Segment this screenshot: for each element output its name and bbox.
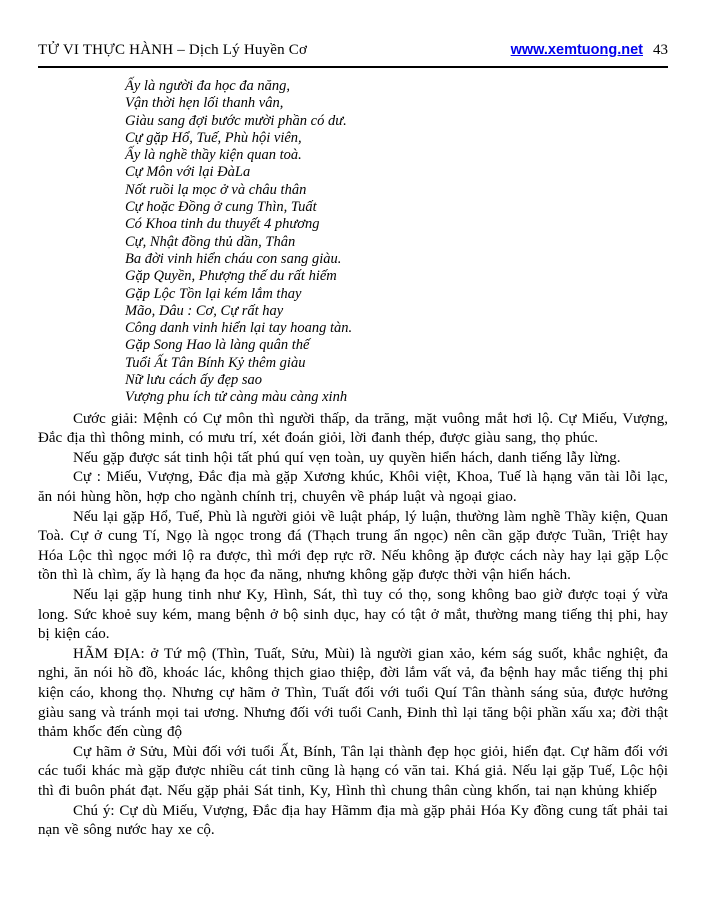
- verse-block: [125, 78, 668, 407]
- paragraph: Cự : Miếu, Vượng, Đắc địa mà gặp Xương khúc, Khôi việt, Khoa, Tuế là hạng văn tài lỗi lạc, ăn nói hùng hồn, hợp cho ngành chính trị, chuyên về pháp luật và ngoại giao.: [38, 469, 668, 506]
- verse-line: Ba đời vinh hiển cháu con sang giàu.: [125, 250, 342, 267]
- paragraph: Chú ý: Cự dù Miếu, Vượng, Đắc địa hay Hãmm địa mà gặp phải Hóa Ky đồng cung tất phải tai nạn về sông nước hay xe cộ.: [38, 802, 668, 839]
- verse-line: Vượng phu ích tử càng màu càng xinh: [125, 389, 348, 406]
- verse-line: Mão, Dâu : Cơ, Cự rất hay: [125, 302, 284, 319]
- verse-line: Vận thời hẹn lối thanh vân,: [125, 95, 284, 112]
- document-title: TỬ VI THỰC HÀNH – Dịch Lý Huyền Cơ: [38, 42, 308, 58]
- verse-line: Tuổi Ất Tân Bính Kỷ thêm giàu: [125, 354, 306, 371]
- verse-line: Ấy là người đa học đa năng,: [125, 78, 291, 94]
- paragraph: Cự hãm ở Sửu, Mùi đối với tuổi Ất, Bính, Tân lại thành đẹp học giỏi, hiển đạt. Cự hãm đối với các tuổi khác mà gặp được nhiều cát tinh cũng là hạng có văn tai. Khá giả. Nếu lại gặp Tuế, Lộc hội thì đi buôn phát đạt. Nếu gặp phải Sát tinh, Ky, Hình thì chung thân cùng khốn, tai nạn khủng khiếp: [38, 743, 668, 799]
- verse-line: Công danh vinh hiển lại tay hoang tàn.: [125, 320, 353, 337]
- verse-line: Gặp Quyền, Phượng thế du rất hiếm: [125, 268, 337, 285]
- verse-line: Giàu sang đợi bước mười phần có dư.: [125, 112, 347, 129]
- verse-line: Gặp Lộc Tồn lại kém lắm thay: [125, 285, 302, 302]
- paragraph: HÃM ĐỊA: ở Tứ mộ (Thìn, Tuất, Sửu, Mùi) là người gian xảo, kém ság suốt, khắc nghiệt, đa nghi, ăn nói hồ đồ, khoác lác, không thịch giao thiệp, đời lắm vất vả, đa bệnh hay mắc tiếng thị phi kiện cáo, khong thọ. Nhưng cự hãm ở Thìn, Tuất đối với tuổi Quí Tân thành sáng sủa, được hưởng giàu sang và tránh mọi tai ương. Nhưng đối với tuổi Canh, Đinh thì lại tăng bội phần xấu xa; đời thật thảm khốc đến cùng độ: [38, 645, 668, 741]
- verse-line: Cự, Nhật đồng thủ dần, Thân: [125, 233, 296, 250]
- paragraph: Nếu lại gặp Hổ, Tuế, Phù là người giỏi về luật pháp, lý luận, thường làm nghề Thầy kiện, Quan Toà. Cự ở cung Tí, Ngọ là ngọc trong đá (Thạch trung ẩn ngọc) nên cần gặp được Tuần, Triệt hay Hóa Lộc thì ngọc mới lộ ra được, thì mới đẹp rực rỡ. Nếu không ặp được cách này hay lại gặp Lộc tồn thì là chìm, ấy là hạng đa học đa năng, nhưng không gặp được thời vận hiển hách.: [38, 508, 668, 584]
- verse-line: Ấy là nghề thầy kiện quan toà.: [125, 147, 302, 164]
- page-number: 43: [653, 42, 668, 58]
- verse-line: Có Khoa tinh du thuyết 4 phương: [125, 216, 320, 233]
- page-header: [38, 42, 668, 59]
- verse-line: Gặp Song Hao là làng quân thế: [125, 337, 310, 354]
- body-text: [38, 410, 668, 841]
- verse-line: Nữ lưu cách ấy đẹp sao: [125, 372, 263, 389]
- paragraph: Cước giải: Mệnh có Cự môn thì người thấp, da trăng, mặt vuông mắt hơi lộ. Cự Miếu, Vượng, Đắc địa thì thông minh, có mưu trí, xét đoán giỏi, lời đanh thép, được giàu sang, thọ phúc.: [38, 410, 668, 447]
- header-divider: [38, 66, 668, 68]
- paragraph: Nếu lại gặp hung tinh như Ky, Hình, Sát, thì tuy có thọ, song không bao giờ được toại ý vừa long. Sức khoẻ suy kém, mang bệnh ở bộ sinh dục, hay có tật ở mắt, thường mang tiếng thị phi, hay bị kiện cáo.: [38, 586, 668, 643]
- paragraph: Nếu gặp được sát tinh hội tất phú quí vẹn toàn, uy quyền hiển hách, danh tiếng lẫy lừng.: [73, 449, 621, 466]
- verse-line: Cự gặp Hổ, Tuế, Phù hội viên,: [125, 129, 302, 146]
- header-right: [511, 42, 668, 59]
- website-link[interactable]: www.xemtuong.net: [510, 42, 643, 58]
- verse-line: Cự Môn với lại ĐàLa: [125, 164, 251, 181]
- verse-line: Cự hoặc Đồng ở cung Thìn, Tuất: [125, 199, 317, 216]
- verse-line: Nốt ruồi lạ mọc ở và châu thân: [125, 181, 307, 198]
